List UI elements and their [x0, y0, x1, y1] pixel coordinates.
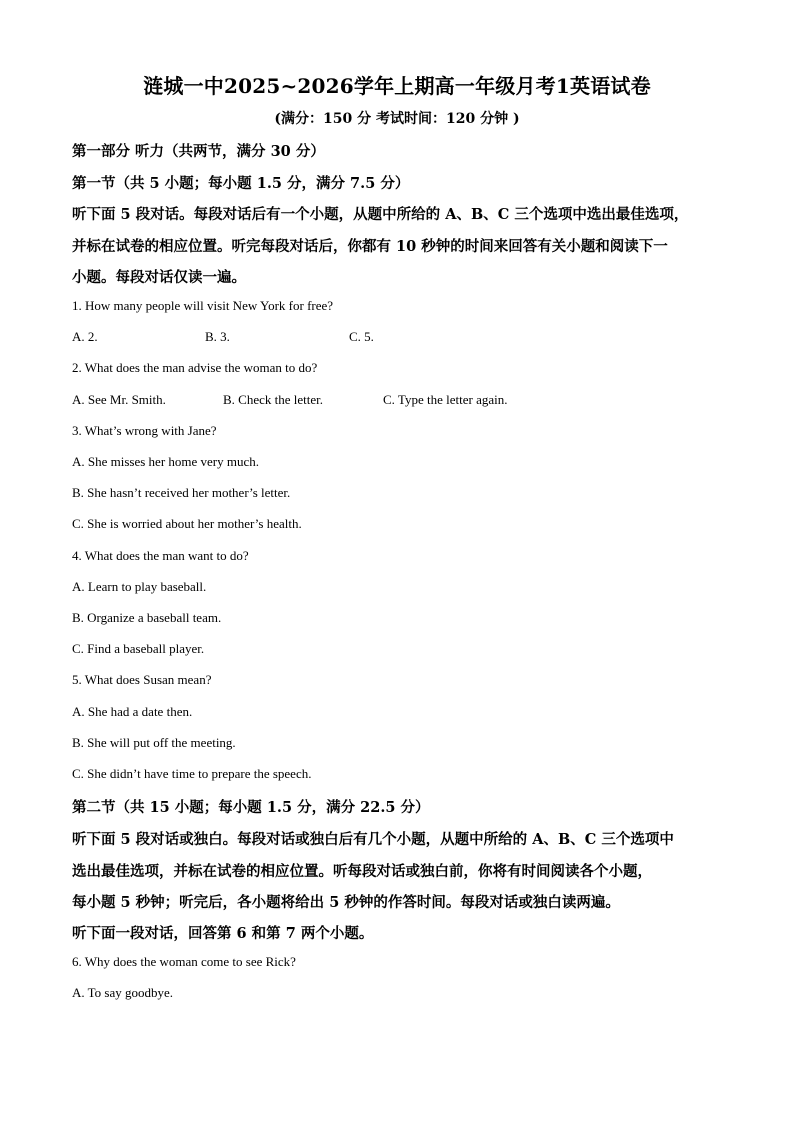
question-6-stem: 6. Why does the woman come to see Rick?	[72, 954, 296, 969]
question-6-option-a[interactable]: A. To say goodbye.	[72, 985, 174, 1000]
question-2-option-b[interactable]: B. Check the letter.	[223, 392, 324, 407]
question-2-option-c[interactable]: C. Type the letter again.	[383, 392, 508, 407]
section2-instruction-line: 选出最佳选项，并标在试卷的相应位置。听每段对话或独白前，你将有时间阅读各个小题，	[72, 863, 652, 880]
section2-instruction-line: 每小题 5 秒钟；听完后，各小题将给出 5 秒钟的作答时间。每段对话或独白读两遍。	[72, 894, 620, 911]
section1-instruction-line: 并标在试卷的相应位置。听完每段对话后，你都有 10 秒钟的时间来回答有关小题和阅读下一	[72, 238, 668, 255]
question-5-option-b[interactable]: B. She will put off the meeting.	[72, 735, 236, 750]
question-3-stem: 3. What’s wrong with Jane?	[72, 423, 217, 438]
exam-title: 涟城一中2025~2026学年上期高一年级月考1英语试卷	[143, 74, 651, 98]
question-3-option-b[interactable]: B. She hasn’t received her mother’s letter.	[72, 485, 291, 500]
question-2-stem: 2. What does the man advise the woman to do?	[72, 360, 318, 375]
section1-instruction-line: 小题。每段对话仅读一遍。	[72, 269, 246, 286]
dialogue-intro: 听下面一段对话，回答第 6 和第 7 两个小题。	[72, 925, 374, 942]
question-3-option-a[interactable]: A. She misses her home very much.	[72, 454, 260, 469]
section2-instruction-line: 听下面 5 段对话或独白。每段对话或独白后有几个小题，从题中所给的 A、B、C 三个选项中	[72, 831, 674, 848]
question-1-option-c[interactable]: C. 5.	[349, 329, 374, 344]
question-2-option-a[interactable]: A. See Mr. Smith.	[72, 392, 166, 407]
part1-heading: 第一部分 听力（共两节，满分 30 分）	[72, 143, 325, 160]
question-1-option-b[interactable]: B. 3.	[205, 329, 230, 344]
section1-instruction-line: 听下面 5 段对话。每段对话后有一个小题，从题中所给的 A、B、C 三个选项中选出最佳选项，	[72, 206, 689, 223]
question-4-option-c[interactable]: C. Find a baseball player.	[72, 641, 205, 656]
exam-subtitle: (满分：150 分 考试时间：120 分钟 )	[274, 111, 520, 127]
question-5-stem: 5. What does Susan mean?	[72, 672, 212, 687]
question-4-stem: 4. What does the man want to do?	[72, 548, 249, 563]
question-1-option-a[interactable]: A. 2.	[72, 329, 98, 344]
question-3-option-c[interactable]: C. She is worried about her mother’s health.	[72, 516, 302, 531]
question-5-option-c[interactable]: C. She didn’t have time to prepare the speech.	[72, 766, 312, 781]
question-4-option-b[interactable]: B. Organize a baseball team.	[72, 610, 222, 625]
section2-heading: 第二节（共 15 小题；每小题 1.5 分，满分 22.5 分）	[72, 799, 430, 816]
section1-heading: 第一节（共 5 小题；每小题 1.5 分，满分 7.5 分）	[72, 175, 410, 192]
question-1-stem: 1. How many people will visit New York for free?	[72, 298, 334, 313]
question-4-option-a[interactable]: A. Learn to play baseball.	[72, 579, 207, 594]
question-5-option-a[interactable]: A. She had a date then.	[72, 704, 193, 719]
